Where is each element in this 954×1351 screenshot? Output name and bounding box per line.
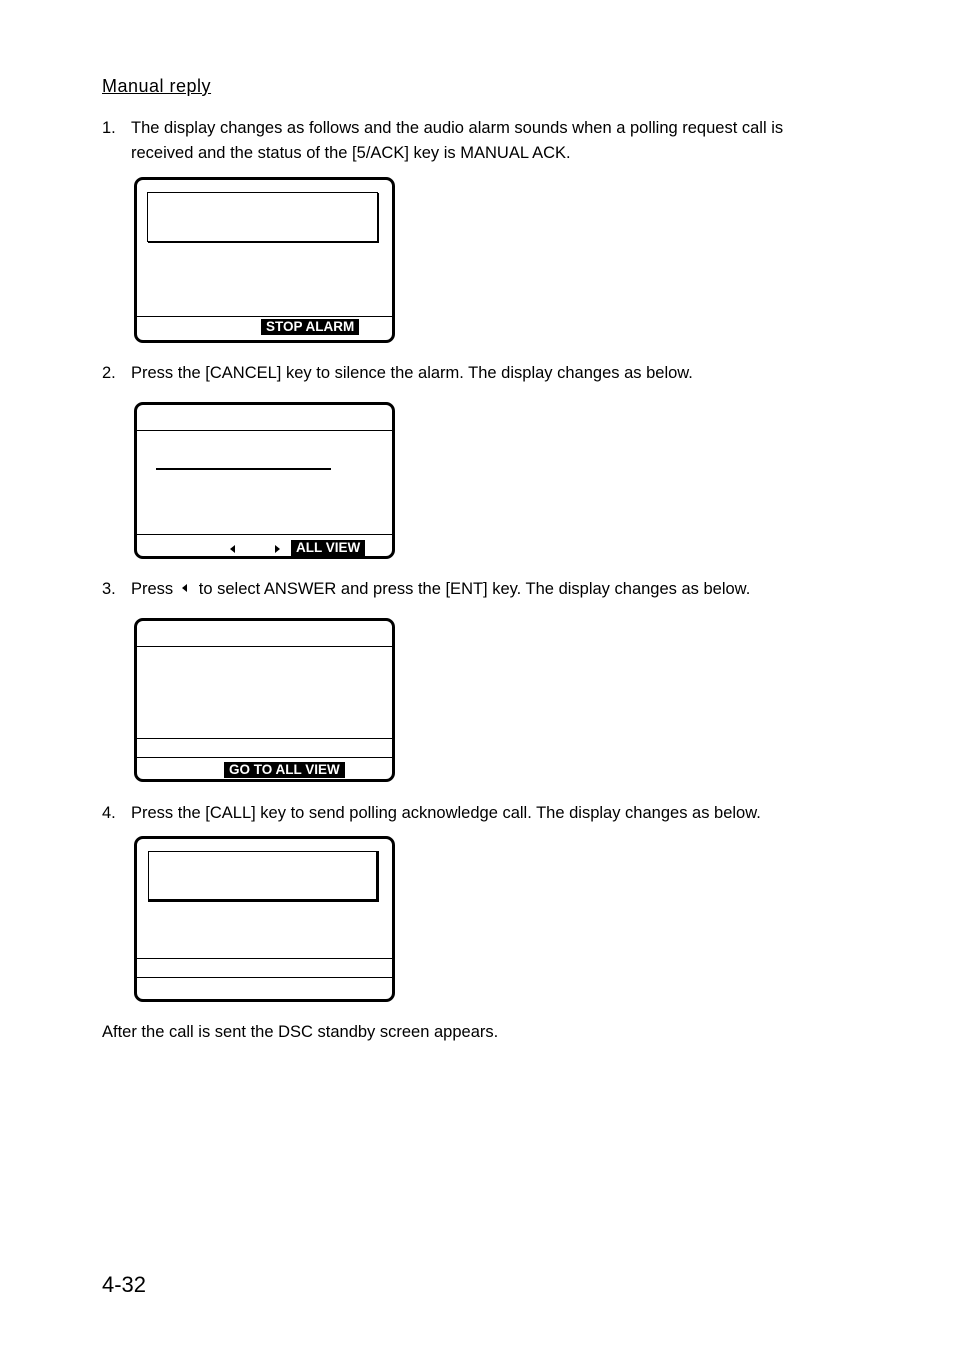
step-text: Press the [CANCEL] key to silence the alarm. The display changes as below. bbox=[131, 364, 693, 382]
header-divider bbox=[137, 646, 392, 647]
lcd-screen-sending-ack bbox=[134, 836, 395, 1002]
message-box bbox=[147, 192, 378, 242]
right-arrow-icon bbox=[275, 545, 280, 553]
step-4 bbox=[102, 801, 842, 826]
left-arrow-icon bbox=[182, 584, 187, 592]
go-to-all-view-softkey[interactable]: GO TO ALL VIEW bbox=[224, 762, 345, 778]
softkey-divider bbox=[137, 534, 392, 535]
step-number: 2. bbox=[102, 364, 116, 382]
lcd-screen-received-call bbox=[134, 402, 395, 559]
left-arrow-icon bbox=[230, 545, 235, 553]
step-2 bbox=[102, 361, 842, 386]
step-1 bbox=[102, 116, 842, 166]
step-number: 3. bbox=[102, 580, 116, 598]
header-divider bbox=[137, 430, 392, 431]
step-text: Press to select ANSWER and press the [ENT] key. The display changes as below. bbox=[131, 580, 751, 598]
section-title: Manual reply bbox=[102, 76, 212, 96]
step-text: The display changes as follows and the audio alarm sounds when a polling request call is received and the status of the [5/ACK] key is MANUAL ACK. bbox=[131, 119, 784, 162]
step-number: 4. bbox=[102, 804, 116, 822]
status-divider bbox=[137, 958, 392, 959]
selection-underline bbox=[156, 468, 331, 470]
softkey-divider bbox=[137, 757, 392, 758]
step-3 bbox=[102, 577, 842, 602]
message-box bbox=[148, 851, 379, 902]
page-number: 4-32 bbox=[102, 1272, 147, 1297]
stop-alarm-softkey[interactable]: STOP ALARM bbox=[261, 319, 359, 335]
status-divider bbox=[137, 738, 392, 739]
all-view-softkey[interactable]: ALL VIEW bbox=[291, 540, 365, 556]
lcd-screen-incoming-call bbox=[134, 177, 395, 343]
lcd-screen-answer bbox=[134, 618, 395, 782]
after-note: After the call is sent the DSC standby screen appears. bbox=[102, 1023, 499, 1041]
step-text: Press the [CALL] key to send polling acknowledge call. The display changes as below. bbox=[131, 804, 761, 822]
softkey-divider bbox=[137, 316, 392, 317]
step-number: 1. bbox=[102, 119, 116, 137]
softkey-divider bbox=[137, 977, 392, 978]
